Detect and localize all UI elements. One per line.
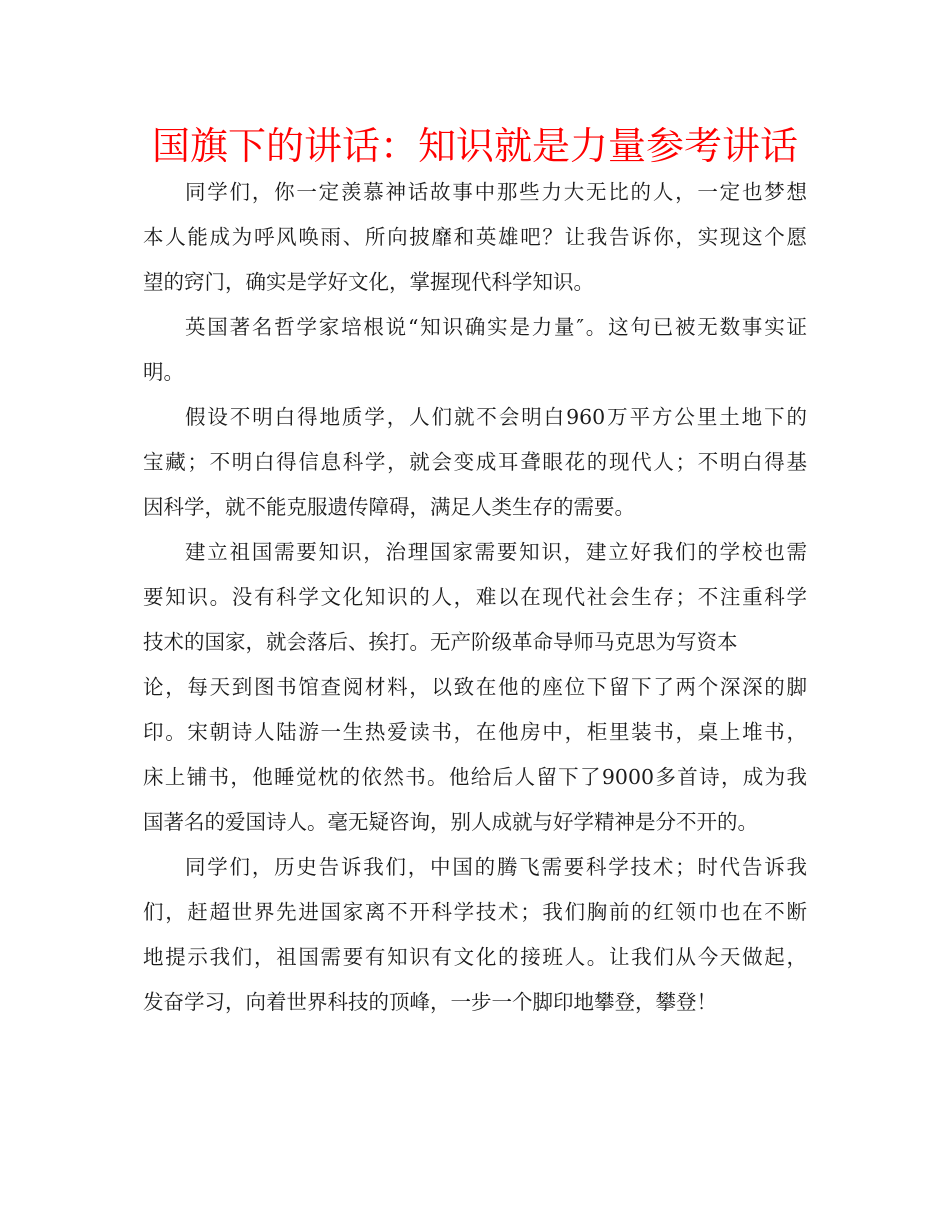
text-line: 英国著名哲学家培根说“知识确实是力量″。这句已被无数事实证	[185, 315, 807, 339]
text-line: 国著名的爱国诗人。毫无疑咨询，别人成就与好学精神是分不开的。	[143, 810, 758, 834]
text-line: 望的窍门，确实是学好文化，掌握现代科学知识。	[143, 270, 594, 294]
text-line: 床上铺书，他睡觉枕的依然书。他给后人留下了9000多首诗，成为我	[143, 765, 807, 789]
text-line: 同学们，历史告诉我们，中国的腾飞需要科学技术；时代告诉我	[185, 855, 807, 879]
text-line: 本人能成为呼风唤雨、所向披靡和英雄吧？让我告诉你，实现这个愿	[143, 225, 807, 249]
text-line: 印。宋朝诗人陆游一生热爱读书，在他房中，柜里装书，桌上堆书，	[143, 720, 807, 744]
text-line: 发奋学习，向着世界科技的顶峰，一步一个脚印地攀登，攀登！	[143, 990, 717, 1014]
text-line: 同学们，你一定羡慕神话故事中那些力大无比的人，一定也梦想	[185, 180, 807, 204]
text-line: 们，赶超世界先进国家离不开科学技术；我们胸前的红领巾也在不断	[143, 900, 807, 924]
speech-body	[143, 170, 807, 1025]
text-line: 宝藏；不明白得信息科学，就会变成耳聋眼花的现代人；不明白得基	[143, 450, 807, 474]
text-line: 要知识。没有科学文化知识的人，难以在现代社会生存；不注重科学	[143, 585, 807, 609]
text-line: 论，每天到图书馆查阅材料，以致在他的座位下留下了两个深深的脚	[143, 675, 807, 699]
text-line: 假设不明白得地质学，人们就不会明白960万平方公里土地下的	[185, 405, 807, 429]
text-line: 技术的国家，就会落后、挨打。无产阶级革命导师马克思为写资本	[143, 630, 738, 654]
text-line: 明。	[143, 360, 184, 384]
page-title: 国旗下的讲话：知识就是力量参考讲话	[151, 124, 798, 168]
text-line: 地提示我们，祖国需要有知识有文化的接班人。让我们从今天做起，	[143, 945, 807, 969]
text-line: 因科学，就不能克服遗传障碍，满足人类生存的需要。	[143, 495, 635, 519]
text-line: 建立祖国需要知识，治理国家需要知识，建立好我们的学校也需	[185, 540, 807, 564]
